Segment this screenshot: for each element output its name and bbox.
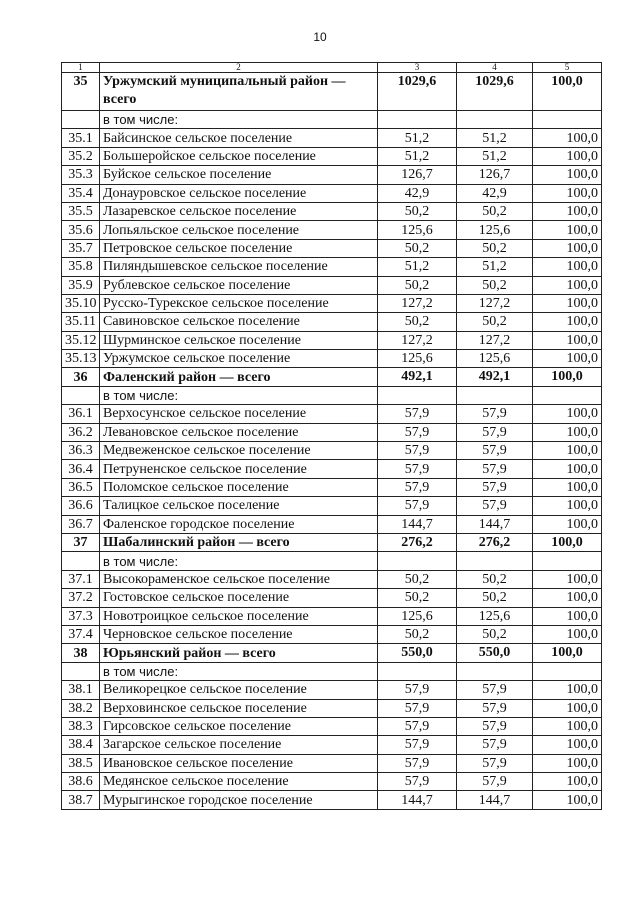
col5-percent-cell: 100,0 [533, 589, 602, 607]
col4-value-cell: 57,9 [457, 736, 533, 754]
row-number-cell: 38.6 [62, 773, 100, 791]
settlement-row [62, 294, 602, 312]
row-name-cell: Великорецкое сельское поселение [100, 681, 378, 699]
row-name-cell: Медвеженское сельское поселение [100, 442, 378, 460]
col3-value-cell: 127,2 [378, 294, 457, 312]
col4-value-cell: 57,9 [457, 460, 533, 478]
col5-percent-cell: 100,0 [533, 73, 602, 111]
col3-value-cell: 57,9 [378, 460, 457, 478]
row-name-cell: Ивановское сельское поселение [100, 754, 378, 772]
settlement-row [62, 239, 602, 257]
settlement-row [62, 442, 602, 460]
row-name-cell: Загарское сельское поселение [100, 736, 378, 754]
col5-percent-cell: 100,0 [533, 239, 602, 257]
col5-percent-cell: 100,0 [533, 147, 602, 165]
row-number-cell: 36.5 [62, 478, 100, 496]
row-name-cell: Рублевское сельское поселение [100, 276, 378, 294]
col4-value-cell: 1029,6 [457, 73, 533, 111]
row-name-cell: Пиляндышевское сельское поселение [100, 258, 378, 276]
subheading-row [62, 386, 602, 404]
header-col-1: 1 [62, 63, 100, 73]
col3-value-cell: 127,2 [378, 331, 457, 349]
settlement-row [62, 478, 602, 496]
col4-value-cell: 50,2 [457, 239, 533, 257]
col5-percent-cell: 100,0 [533, 736, 602, 754]
row-name-cell: Гирсовское сельское поселение [100, 717, 378, 735]
col4-value-cell [457, 552, 533, 570]
col3-value-cell: 57,9 [378, 423, 457, 441]
row-name-cell: Петруненское сельское поселение [100, 460, 378, 478]
row-number-cell: 36 [62, 368, 100, 386]
row-name-cell: Черновское сельское поселение [100, 625, 378, 643]
row-name-cell: Левановское сельское поселение [100, 423, 378, 441]
col4-value-cell: 125,6 [457, 607, 533, 625]
col3-value-cell: 51,2 [378, 258, 457, 276]
row-name-cell: Высокораменское сельское поселение [100, 570, 378, 588]
col4-value-cell: 125,6 [457, 350, 533, 368]
col5-percent-cell [533, 386, 602, 404]
col3-value-cell: 57,9 [378, 442, 457, 460]
col3-value-cell: 550,0 [378, 644, 457, 662]
col3-value-cell: 57,9 [378, 773, 457, 791]
row-number-cell: 37.4 [62, 625, 100, 643]
row-name-cell: Поломское сельское поселение [100, 478, 378, 496]
col5-percent-cell: 100,0 [533, 533, 602, 551]
settlement-row [62, 717, 602, 735]
col4-value-cell: 57,9 [457, 681, 533, 699]
col3-value-cell: 50,2 [378, 202, 457, 220]
row-number-cell: 36.4 [62, 460, 100, 478]
settlement-row [62, 405, 602, 423]
budget-table [61, 62, 602, 810]
settlement-row [62, 313, 602, 331]
col5-percent-cell: 100,0 [533, 423, 602, 441]
col3-value-cell: 125,6 [378, 221, 457, 239]
row-number-cell: 38.3 [62, 717, 100, 735]
settlement-row [62, 129, 602, 147]
row-name-cell: в том числе: [100, 552, 378, 570]
col3-value-cell: 51,2 [378, 129, 457, 147]
row-number-cell: 38.7 [62, 791, 100, 809]
row-number-cell: 37.3 [62, 607, 100, 625]
col5-percent-cell: 100,0 [533, 791, 602, 809]
row-name-cell: Петровское сельское поселение [100, 239, 378, 257]
col5-percent-cell: 100,0 [533, 607, 602, 625]
row-number-cell: 35.4 [62, 184, 100, 202]
col3-value-cell: 1029,6 [378, 73, 457, 111]
col4-value-cell: 144,7 [457, 791, 533, 809]
col4-value-cell: 57,9 [457, 699, 533, 717]
col5-percent-cell: 100,0 [533, 221, 602, 239]
col4-value-cell [457, 111, 533, 129]
settlement-row [62, 754, 602, 772]
col3-value-cell: 50,2 [378, 625, 457, 643]
row-number-cell: 38.2 [62, 699, 100, 717]
settlement-row [62, 589, 602, 607]
col4-value-cell: 57,9 [457, 442, 533, 460]
settlement-row [62, 423, 602, 441]
row-name-cell: Уржумский муниципальный район — всего [100, 73, 378, 111]
col5-percent-cell [533, 552, 602, 570]
row-name-cell: Верхосунское сельское поселение [100, 405, 378, 423]
column-number-header [62, 63, 602, 73]
row-number-cell: 35.2 [62, 147, 100, 165]
row-number-cell: 38 [62, 644, 100, 662]
row-name-cell: Лопьяльское сельское поселение [100, 221, 378, 239]
col3-value-cell: 144,7 [378, 515, 457, 533]
settlement-row [62, 460, 602, 478]
row-name-cell: Гостовское сельское поселение [100, 589, 378, 607]
row-name-cell: Новотроицкое сельское поселение [100, 607, 378, 625]
settlement-row [62, 258, 602, 276]
row-name-cell: Уржумское сельское поселение [100, 350, 378, 368]
col4-value-cell: 51,2 [457, 129, 533, 147]
row-name-cell: в том числе: [100, 662, 378, 680]
row-number-cell: 36.1 [62, 405, 100, 423]
col5-percent-cell: 100,0 [533, 460, 602, 478]
col5-percent-cell: 100,0 [533, 478, 602, 496]
col4-value-cell: 57,9 [457, 754, 533, 772]
row-name-cell: Русско-Турекское сельское поселение [100, 294, 378, 312]
row-number-cell: 35.10 [62, 294, 100, 312]
col4-value-cell: 51,2 [457, 258, 533, 276]
row-number-cell: 37.1 [62, 570, 100, 588]
row-name-cell: Шабалинский район — всего [100, 533, 378, 551]
settlement-row [62, 570, 602, 588]
row-name-cell: Байсинское сельское поселение [100, 129, 378, 147]
col3-value-cell [378, 386, 457, 404]
row-number-cell: 35.3 [62, 166, 100, 184]
row-number-cell [62, 386, 100, 404]
row-name-cell: Большеройское сельское поселение [100, 147, 378, 165]
col3-value-cell: 57,9 [378, 717, 457, 735]
col3-value-cell: 42,9 [378, 184, 457, 202]
row-number-cell [62, 552, 100, 570]
col3-value-cell [378, 662, 457, 680]
col5-percent-cell: 100,0 [533, 368, 602, 386]
row-number-cell: 38.4 [62, 736, 100, 754]
col4-value-cell: 50,2 [457, 276, 533, 294]
district-total-row [62, 644, 602, 662]
col5-percent-cell [533, 111, 602, 129]
settlement-row [62, 350, 602, 368]
row-name-cell: Мурыгинское городское поселение [100, 791, 378, 809]
settlement-row [62, 515, 602, 533]
row-name-cell: Фаленское городское поселение [100, 515, 378, 533]
row-number-cell: 36.6 [62, 497, 100, 515]
settlement-row [62, 699, 602, 717]
col3-value-cell: 492,1 [378, 368, 457, 386]
row-name-cell: Верховинское сельское поселение [100, 699, 378, 717]
district-total-row [62, 533, 602, 551]
settlement-row [62, 791, 602, 809]
col3-value-cell: 50,2 [378, 276, 457, 294]
col5-percent-cell: 100,0 [533, 773, 602, 791]
row-name-cell: Донауровское сельское поселение [100, 184, 378, 202]
col5-percent-cell: 100,0 [533, 625, 602, 643]
col4-value-cell: 144,7 [457, 515, 533, 533]
col5-percent-cell: 100,0 [533, 331, 602, 349]
col4-value-cell: 550,0 [457, 644, 533, 662]
header-col-2: 2 [100, 63, 378, 73]
col3-value-cell: 125,6 [378, 350, 457, 368]
col5-percent-cell: 100,0 [533, 497, 602, 515]
row-name-cell: Шурминское сельское поселение [100, 331, 378, 349]
col5-percent-cell: 100,0 [533, 294, 602, 312]
row-number-cell: 35.13 [62, 350, 100, 368]
col4-value-cell: 50,2 [457, 202, 533, 220]
col5-percent-cell: 100,0 [533, 754, 602, 772]
col5-percent-cell: 100,0 [533, 184, 602, 202]
col3-value-cell: 50,2 [378, 570, 457, 588]
settlement-row [62, 202, 602, 220]
col5-percent-cell: 100,0 [533, 258, 602, 276]
row-number-cell: 35.12 [62, 331, 100, 349]
col4-value-cell: 57,9 [457, 423, 533, 441]
col4-value-cell: 57,9 [457, 773, 533, 791]
col3-value-cell: 50,2 [378, 589, 457, 607]
col5-percent-cell: 100,0 [533, 442, 602, 460]
budget-table-body [62, 63, 602, 810]
district-total-row [62, 73, 602, 111]
col3-value-cell [378, 552, 457, 570]
col5-percent-cell: 100,0 [533, 405, 602, 423]
col5-percent-cell: 100,0 [533, 644, 602, 662]
row-number-cell: 35.8 [62, 258, 100, 276]
col4-value-cell: 50,2 [457, 313, 533, 331]
row-number-cell: 35.6 [62, 221, 100, 239]
col5-percent-cell: 100,0 [533, 570, 602, 588]
row-number-cell: 35.1 [62, 129, 100, 147]
row-name-cell: Фаленский район — всего [100, 368, 378, 386]
settlement-row [62, 607, 602, 625]
col5-percent-cell: 100,0 [533, 717, 602, 735]
col4-value-cell: 57,9 [457, 478, 533, 496]
col5-percent-cell: 100,0 [533, 515, 602, 533]
header-col-3: 3 [378, 63, 457, 73]
col4-value-cell: 57,9 [457, 497, 533, 515]
col3-value-cell: 57,9 [378, 681, 457, 699]
settlement-row [62, 681, 602, 699]
district-total-row [62, 368, 602, 386]
row-name-cell: Медянское сельское поселение [100, 773, 378, 791]
col5-percent-cell [533, 662, 602, 680]
col3-value-cell: 57,9 [378, 699, 457, 717]
row-number-cell: 37 [62, 533, 100, 551]
col5-percent-cell: 100,0 [533, 699, 602, 717]
row-number-cell: 35.7 [62, 239, 100, 257]
col4-value-cell: 50,2 [457, 589, 533, 607]
col4-value-cell: 51,2 [457, 147, 533, 165]
col5-percent-cell: 100,0 [533, 202, 602, 220]
header-col-5: 5 [533, 63, 602, 73]
col3-value-cell: 57,9 [378, 478, 457, 496]
page-number: 10 [313, 30, 327, 44]
col5-percent-cell: 100,0 [533, 276, 602, 294]
settlement-row [62, 147, 602, 165]
col5-percent-cell: 100,0 [533, 129, 602, 147]
col4-value-cell: 42,9 [457, 184, 533, 202]
row-name-cell: Буйское сельское поселение [100, 166, 378, 184]
row-number-cell: 35.11 [62, 313, 100, 331]
col3-value-cell: 57,9 [378, 497, 457, 515]
subheading-row [62, 552, 602, 570]
col5-percent-cell: 100,0 [533, 350, 602, 368]
settlement-row [62, 276, 602, 294]
col4-value-cell: 127,2 [457, 331, 533, 349]
row-number-cell: 35 [62, 73, 100, 111]
row-name-cell: Юрьянский район — всего [100, 644, 378, 662]
row-name-cell: в том числе: [100, 386, 378, 404]
col3-value-cell: 57,9 [378, 736, 457, 754]
row-number-cell: 36.7 [62, 515, 100, 533]
col4-value-cell: 126,7 [457, 166, 533, 184]
settlement-row [62, 166, 602, 184]
col5-percent-cell: 100,0 [533, 681, 602, 699]
row-number-cell [62, 662, 100, 680]
col4-value-cell: 125,6 [457, 221, 533, 239]
settlement-row [62, 184, 602, 202]
col4-value-cell [457, 662, 533, 680]
settlement-row [62, 221, 602, 239]
col3-value-cell: 276,2 [378, 533, 457, 551]
col3-value-cell: 126,7 [378, 166, 457, 184]
row-name-cell: Талицкое сельское поселение [100, 497, 378, 515]
col4-value-cell: 50,2 [457, 570, 533, 588]
row-number-cell: 36.3 [62, 442, 100, 460]
subheading-row [62, 662, 602, 680]
row-name-cell: в том числе: [100, 111, 378, 129]
col3-value-cell: 144,7 [378, 791, 457, 809]
settlement-row [62, 773, 602, 791]
row-number-cell: 38.5 [62, 754, 100, 772]
subheading-row [62, 111, 602, 129]
col3-value-cell: 125,6 [378, 607, 457, 625]
col3-value-cell: 57,9 [378, 754, 457, 772]
col4-value-cell: 50,2 [457, 625, 533, 643]
settlement-row [62, 625, 602, 643]
col3-value-cell [378, 111, 457, 129]
settlement-row [62, 497, 602, 515]
col3-value-cell: 57,9 [378, 405, 457, 423]
row-number-cell: 37.2 [62, 589, 100, 607]
row-number-cell: 36.2 [62, 423, 100, 441]
col4-value-cell [457, 386, 533, 404]
row-name-cell: Савиновское сельское поселение [100, 313, 378, 331]
row-number-cell: 35.5 [62, 202, 100, 220]
col3-value-cell: 50,2 [378, 239, 457, 257]
row-name-cell: Лазаревское сельское поселение [100, 202, 378, 220]
row-number-cell [62, 111, 100, 129]
col4-value-cell: 127,2 [457, 294, 533, 312]
col4-value-cell: 57,9 [457, 405, 533, 423]
settlement-row [62, 331, 602, 349]
row-number-cell: 38.1 [62, 681, 100, 699]
col4-value-cell: 57,9 [457, 717, 533, 735]
col5-percent-cell: 100,0 [533, 166, 602, 184]
header-col-4: 4 [457, 63, 533, 73]
col3-value-cell: 51,2 [378, 147, 457, 165]
col4-value-cell: 276,2 [457, 533, 533, 551]
col3-value-cell: 50,2 [378, 313, 457, 331]
col5-percent-cell: 100,0 [533, 313, 602, 331]
col4-value-cell: 492,1 [457, 368, 533, 386]
row-number-cell: 35.9 [62, 276, 100, 294]
settlement-row [62, 736, 602, 754]
